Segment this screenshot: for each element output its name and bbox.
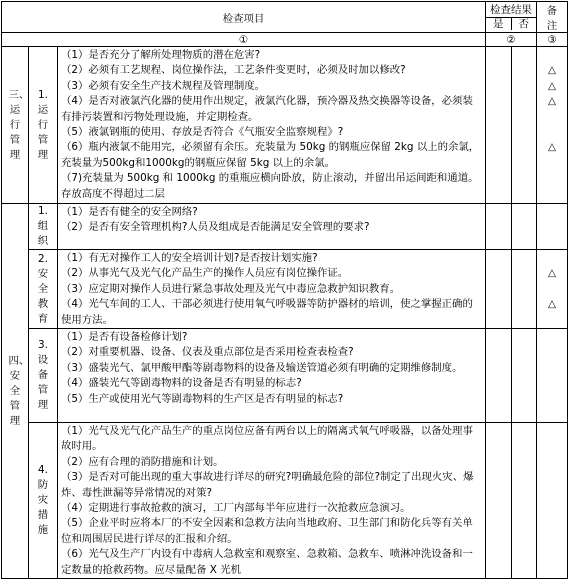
remark-cell [537,47,568,204]
triangle-mark: △ [548,79,556,92]
check-item: （1）有无对操作工人的安全培训计划?是否按计划实施? [61,252,318,264]
section-operation-management: 三、运行管理 [2,47,29,204]
check-item: （5）液氯钢瓶的使用、存放是否符合《气瓶安全监察规程》? [61,126,344,139]
check-item: （2）应有合理的消防措施和计划。 [61,455,224,468]
check-item: （2）对重要机器、设备、仪表及重点部位是否采用检查表检查? [61,346,354,359]
sub-organization: 1.组织 [29,204,58,250]
items-disaster-prevention [58,423,486,579]
check-item: （5）生产或使用光气等剧毒物料的生产区是否有明显的标志? [61,392,344,405]
check-item: （3）应定期对操作人员进行紧急事故处理及光气中毒应急救护知识教育。 [61,282,401,295]
check-item: （4）光气车间的工人、干部必须进行使用氧气呼吸器等防护器材的培训，使之掌握正确的使用方法。 [61,298,473,326]
result-no-cell [512,47,537,204]
check-item: （6）光气及生产厂内设有中毒病人急救室和观察室、急救箱、急救车、喷淋冲洗设备和一定数量的抢救药物。应尽量配备 X 光机 [61,548,473,576]
check-item: （2）必须有工艺规程、岗位操作法，工艺条件变更时，必须及时加以修改? [61,64,406,77]
check-item: （1）是否充分了解所处理物质的潜在危害? [61,49,261,61]
remark-cell [537,250,568,329]
col-number-1: ① [2,33,486,47]
sub-disaster-prevention: 4.防灾措施 [29,423,58,579]
result-yes-cell [486,329,512,423]
check-item: （6）瓶内液氯不能用完，必须留有余压。充装量为 50kg 的钢瓶应保留 2kg 以上的余氯，充装量为500kg和1000kg的钢瓶应保留 5kg 以上的余氯。 [61,141,480,169]
check-item: （1）是否有健全的安全网络? [61,206,198,218]
col-number-3: ③ [537,33,568,47]
check-item: （4）是否对液氯汽化器的使用作出规定，液氯汽化器，预冷器及热交换器等设备，必须装有排污装置和污物处理设施，并定期检查。 [61,95,473,123]
sub-safety-education: 2.安全教育 [29,250,58,329]
triangle-mark: △ [548,141,556,154]
check-item: （3）盛装光气、氯甲酸甲酯等剧毒物料的设备及输送管道必须有明确的定期维修制度。 [61,361,463,374]
result-yes-cell [486,47,512,204]
remark-cell [537,204,568,250]
result-no-cell [512,423,537,579]
header-no: 否 [518,18,529,30]
result-no-cell [512,204,537,250]
triangle-mark: △ [548,267,556,280]
header-result [486,2,537,33]
header-item: 检查项目 [2,2,486,33]
check-item: （2）是否有安全管理机构?人员及组成是否能满足安全管理的要求? [61,221,370,234]
header-remark: 备注 [537,2,568,33]
check-item: （3）是否对可能出现的重大事故进行详尽的研究?明确最危险的部位?制定了出现火灾、爆炸、毒性泄漏等异常情况的对策? [61,471,474,499]
check-item: （1）是否有设备检修计划? [61,331,188,344]
triangle-mark: △ [548,95,556,108]
result-yes-cell [486,423,512,579]
sub-equipment-management: 3.设备管理 [29,329,58,423]
items-safety-education [58,250,486,329]
header-yes: 是 [486,18,512,30]
header-result-label: 检查结果 [486,4,536,18]
sub-operation-management: 1.运行管理 [29,47,58,204]
items-operation-management [58,47,486,204]
col-number-2: ② [486,33,537,47]
check-item: （7)充装量为 500kg 和 1000kg 的重瓶应横向卧放，防止滚动，并留出吊运间距和通道。存放高度不得超过二层 [61,172,479,200]
triangle-mark [537,282,567,297]
triangle-mark [537,251,567,266]
result-no-cell [512,329,537,423]
triangle-mark [537,110,567,125]
items-equipment-management [58,329,486,423]
items-organization [58,204,486,250]
safety-checklist-table [1,1,568,579]
check-item: （4）盛装光气等剧毒物料的设备是否有明显的标志? [61,377,302,390]
remark-cell [537,423,568,579]
triangle-mark [537,48,567,63]
triangle-mark [537,125,567,140]
result-no-cell [512,250,537,329]
check-item: （2）从事光气及光气化产品生产的操作人员应有岗位操作证。 [61,267,349,280]
result-yes-cell [486,204,512,250]
triangle-mark: △ [548,298,556,311]
section-safety-management: 四、安全管理 [2,204,29,579]
check-item: （4）定期进行事故抢救的演习，工厂内部每半年应进行一次抢救应急演习。 [61,502,411,515]
result-yes-cell [486,250,512,329]
remark-cell [537,329,568,423]
check-item: （1）光气及光气化产品生产的重点岗位应备有两台以上的隔离式氧气呼吸器，以备处理事故时用。 [61,425,473,453]
check-item: （5）企业平时应将本厂的不安全因素和急救方法向当地政府、卫生部门和防化兵等有关单位和周围居民进行详尽的汇报和介绍。 [61,517,473,545]
triangle-mark: △ [548,64,556,77]
check-item: （3）必须有安全生产技术规程及管理制度。 [61,79,266,92]
